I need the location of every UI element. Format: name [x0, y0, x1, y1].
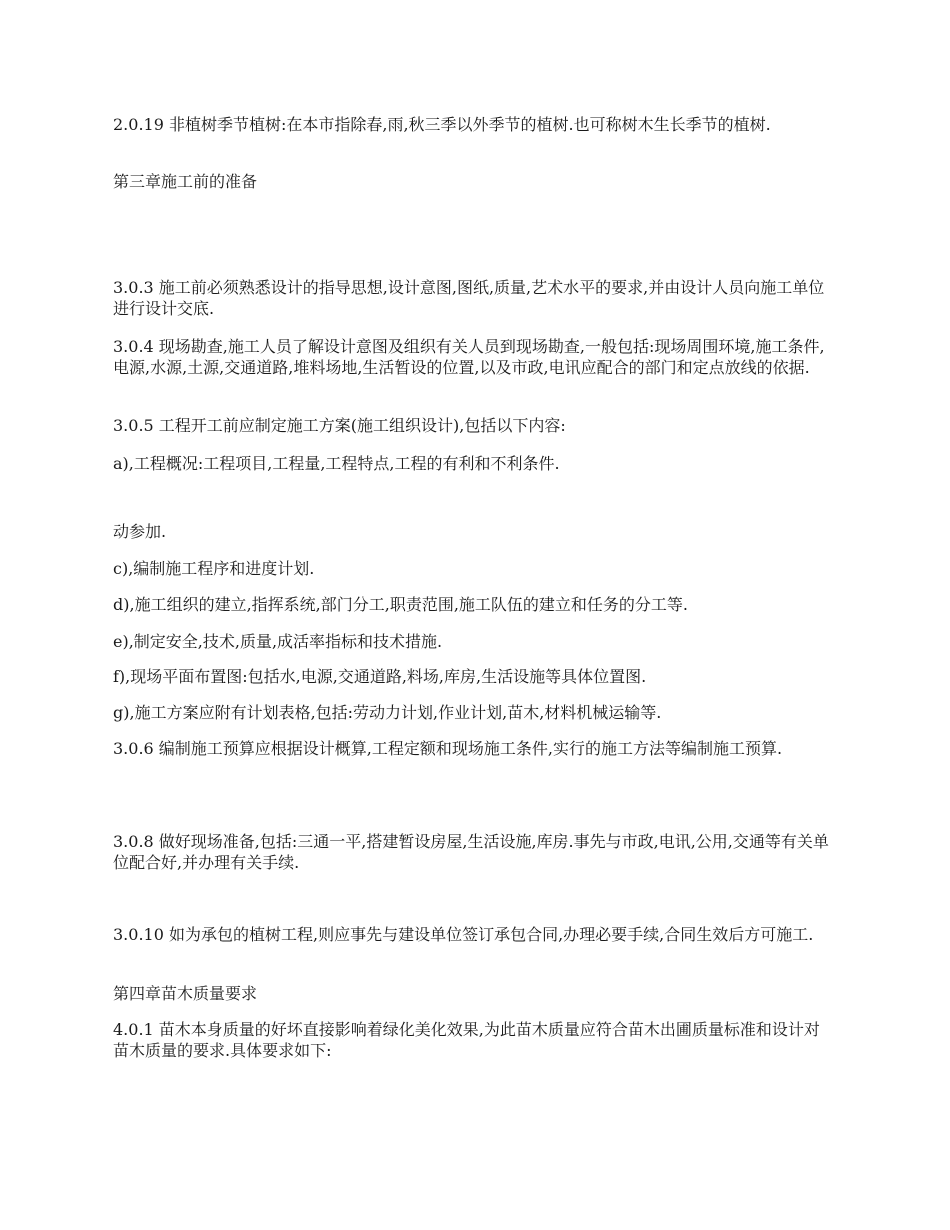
fragment-text: 动参加.	[113, 522, 167, 541]
paragraph-3-0-4: 3.0.4 现场勘查,施工人员了解设计意图及组织有关人员到现场勘查,一般包括:现场周围环境,施工条件,电源,水源,土源,交通道路,堆料场地,生活暂设的位置,以及市政,电讯应配合的部门和定点放线的依据.	[113, 337, 825, 377]
chapter-4-heading: 第四章苗木质量要求	[113, 984, 258, 1003]
item-d: d),施工组织的建立,指挥系统,部门分工,职责范围,施工队伍的建立和任务的分工等.	[113, 595, 689, 614]
item-f: f),现场平面布置图:包括水,电源,交通道路,料场,库房,生活设施等具体位置图.	[113, 667, 647, 686]
paragraph-3-0-10: 3.0.10 如为承包的植树工程,则应事先与建设单位签订承包合同,办理必要手续,合同生效后方可施工.	[113, 925, 814, 944]
paragraph-3-0-8: 3.0.8 做好现场准备,包括:三通一平,搭建暂设房屋,生活设施,库房.事先与市政,电讯,公用,交通等有关单位配合好,并办理有关手续.	[113, 832, 829, 872]
chapter-3-heading: 第三章施工前的准备	[113, 172, 258, 191]
paragraph-4-0-1: 4.0.1 苗木本身质量的好坏直接影响着绿化美化效果,为此苗木质量应符合苗木出圃质量标准和设计对苗木质量的要求.具体要求如下:	[113, 1020, 820, 1060]
paragraph-3-0-6: 3.0.6 编制施工预算应根据设计概算,工程定额和现场施工条件,实行的施工方法等编制施工预算.	[113, 739, 783, 758]
item-g: g),施工方案应附有计划表格,包括:劳动力计划,作业计划,苗木,材料机械运输等.	[113, 703, 662, 722]
paragraph-3-0-3: 3.0.3 施工前必须熟悉设计的指导思想,设计意图,图纸,质量,艺术水平的要求,并由设计人员向施工单位进行设计交底.	[113, 278, 825, 318]
item-c: c),编制施工程序和进度计划.	[113, 559, 315, 578]
item-a: a),工程概况:工程项目,工程量,工程特点,工程的有利和不利条件.	[113, 454, 560, 473]
item-e: e),制定安全,技术,质量,成活率指标和技术措施.	[113, 632, 443, 651]
paragraph-3-0-5: 3.0.5 工程开工前应制定施工方案(施工组织设计),包括以下内容:	[113, 416, 566, 435]
paragraph-2-0-19: 2.0.19 非植树季节植树:在本市指除春,雨,秋三季以外季节的植树.也可称树木生长季节的植树.	[113, 115, 771, 134]
